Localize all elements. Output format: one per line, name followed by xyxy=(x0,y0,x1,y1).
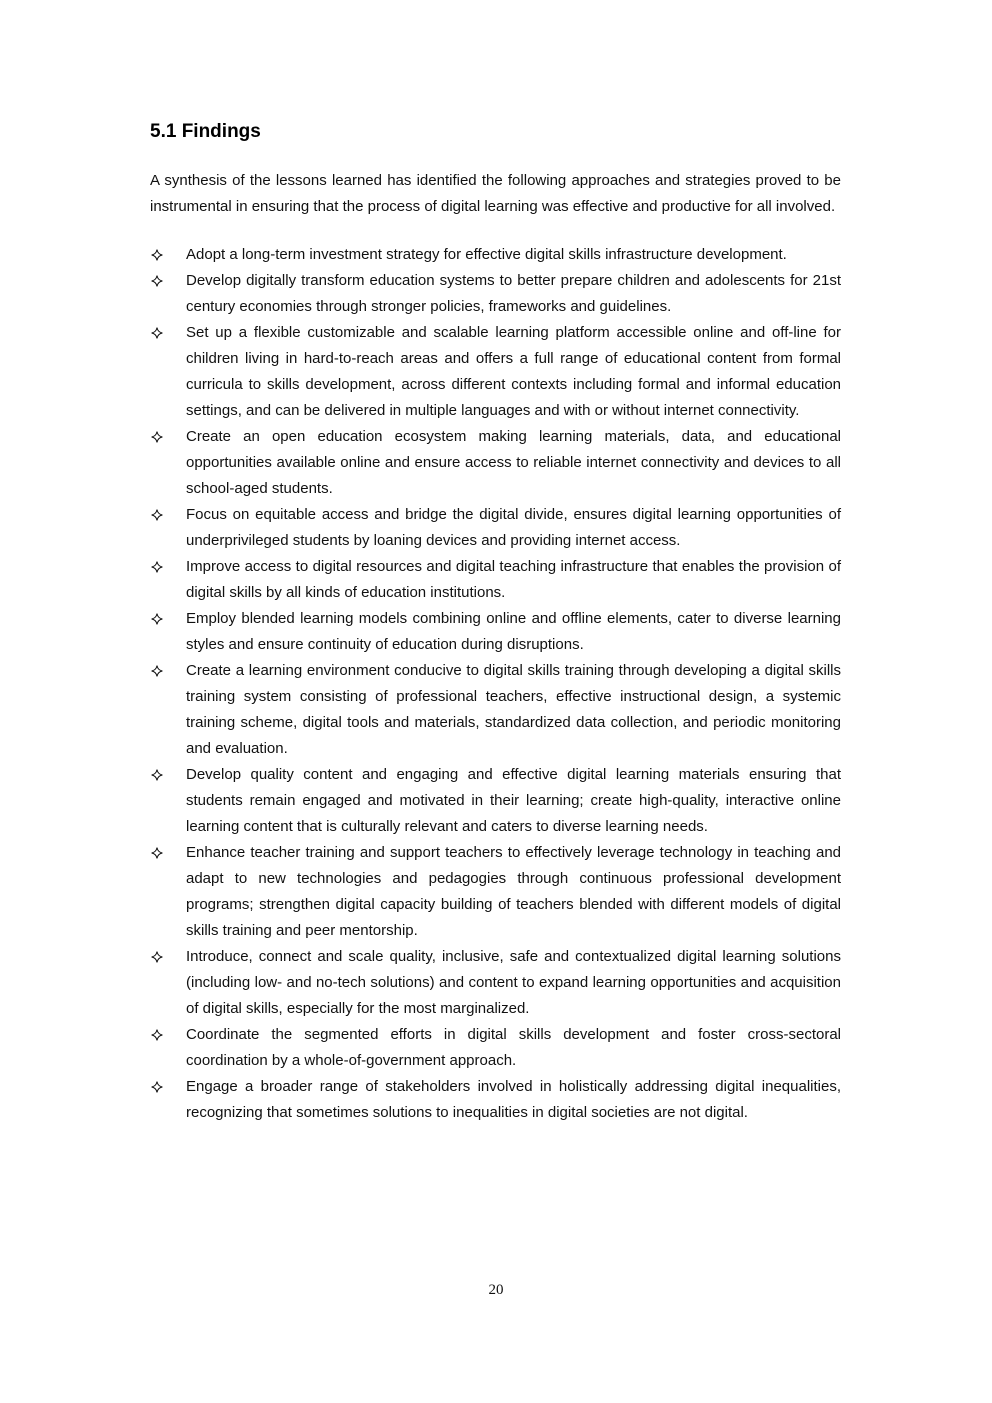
star-bullet-icon xyxy=(150,268,164,294)
finding-text: Improve access to digital resources and digital teaching infrastructure that enables the provision of digital skills by all kinds of education institutions. xyxy=(186,558,841,601)
findings-list xyxy=(150,242,841,1126)
finding-text: Coordinate the segmented efforts in digital skills development and foster cross-sectoral coordination by a whole-of-government approach. xyxy=(186,1026,841,1069)
document-page xyxy=(150,118,841,1126)
page-number: 20 xyxy=(488,1282,504,1298)
finding-item xyxy=(150,1022,841,1074)
finding-item xyxy=(150,320,841,424)
finding-text: Introduce, connect and scale quality, inclusive, safe and contextualized digital learning solutions (including low- and no-tech solutions) and content to expand learning opportunities and acquisition of digital skills, especially for the most marginalized. xyxy=(186,948,841,1017)
star-bullet-icon xyxy=(150,606,164,632)
finding-item xyxy=(150,1074,841,1126)
finding-item xyxy=(150,944,841,1022)
finding-item xyxy=(150,658,841,762)
finding-item xyxy=(150,268,841,320)
finding-text: Create an open education ecosystem making learning materials, data, and educational opportunities available online and ensure access to reliable internet connectivity and devices to all school-aged students. xyxy=(186,428,841,497)
finding-text: Enhance teacher training and support teachers to effectively leverage technology in teaching and adapt to new technologies and pedagogies through continuous professional development programs; strengthen digital capacity building of teachers blended with different models of digital skills training and peer mentorship. xyxy=(186,844,841,939)
star-bullet-icon xyxy=(150,762,164,788)
finding-item xyxy=(150,606,841,658)
star-bullet-icon xyxy=(150,242,164,268)
finding-item xyxy=(150,840,841,944)
finding-text: Create a learning environment conducive to digital skills training through developing a digital skills training system consisting of professional teachers, effective instructional design, a systemic training scheme, digital tools and materials, standardized data collection, and periodic monitoring and evaluation. xyxy=(186,662,841,757)
star-bullet-icon xyxy=(150,1074,164,1100)
section-heading: 5.1 Findings xyxy=(150,121,261,142)
finding-item xyxy=(150,762,841,840)
finding-text: Develop quality content and engaging and effective digital learning materials ensuring that students remain engaged and motivated in their learning; create high-quality, interactive online learning content that is culturally relevant and caters to diverse learning needs. xyxy=(186,766,841,835)
star-bullet-icon xyxy=(150,1022,164,1048)
star-bullet-icon xyxy=(150,944,164,970)
star-bullet-icon xyxy=(150,554,164,580)
finding-text: Develop digitally transform education systems to better prepare children and adolescents for 21st century economies through stronger policies, frameworks and guidelines. xyxy=(186,272,841,315)
star-bullet-icon xyxy=(150,320,164,346)
finding-text: Engage a broader range of stakeholders involved in holistically addressing digital inequalities, recognizing that sometimes solutions to inequalities in digital societies are not digital. xyxy=(186,1078,841,1121)
finding-item xyxy=(150,424,841,502)
star-bullet-icon xyxy=(150,658,164,684)
intro-paragraph: A synthesis of the lessons learned has identified the following approaches and strategies proved to be instrumental in ensuring that the process of digital learning was effective and productive for all involved. xyxy=(150,172,841,215)
star-bullet-icon xyxy=(150,424,164,450)
finding-text: Set up a flexible customizable and scalable learning platform accessible online and off-line for children living in hard-to-reach areas and offers a full range of educational content from formal curricula to skills development, across different contexts including formal and informal education settings, and can be delivered in multiple languages and with or without internet connectivity. xyxy=(186,324,841,419)
finding-text: Adopt a long-term investment strategy for effective digital skills infrastructure development. xyxy=(186,246,787,263)
finding-item xyxy=(150,502,841,554)
finding-item xyxy=(150,242,841,268)
finding-item xyxy=(150,554,841,606)
star-bullet-icon xyxy=(150,502,164,528)
finding-text: Employ blended learning models combining online and offline elements, cater to diverse learning styles and ensure continuity of education during disruptions. xyxy=(186,610,841,653)
star-bullet-icon xyxy=(150,840,164,866)
finding-text: Focus on equitable access and bridge the digital divide, ensures digital learning opportunities of underprivileged students by loaning devices and providing internet access. xyxy=(186,506,841,549)
